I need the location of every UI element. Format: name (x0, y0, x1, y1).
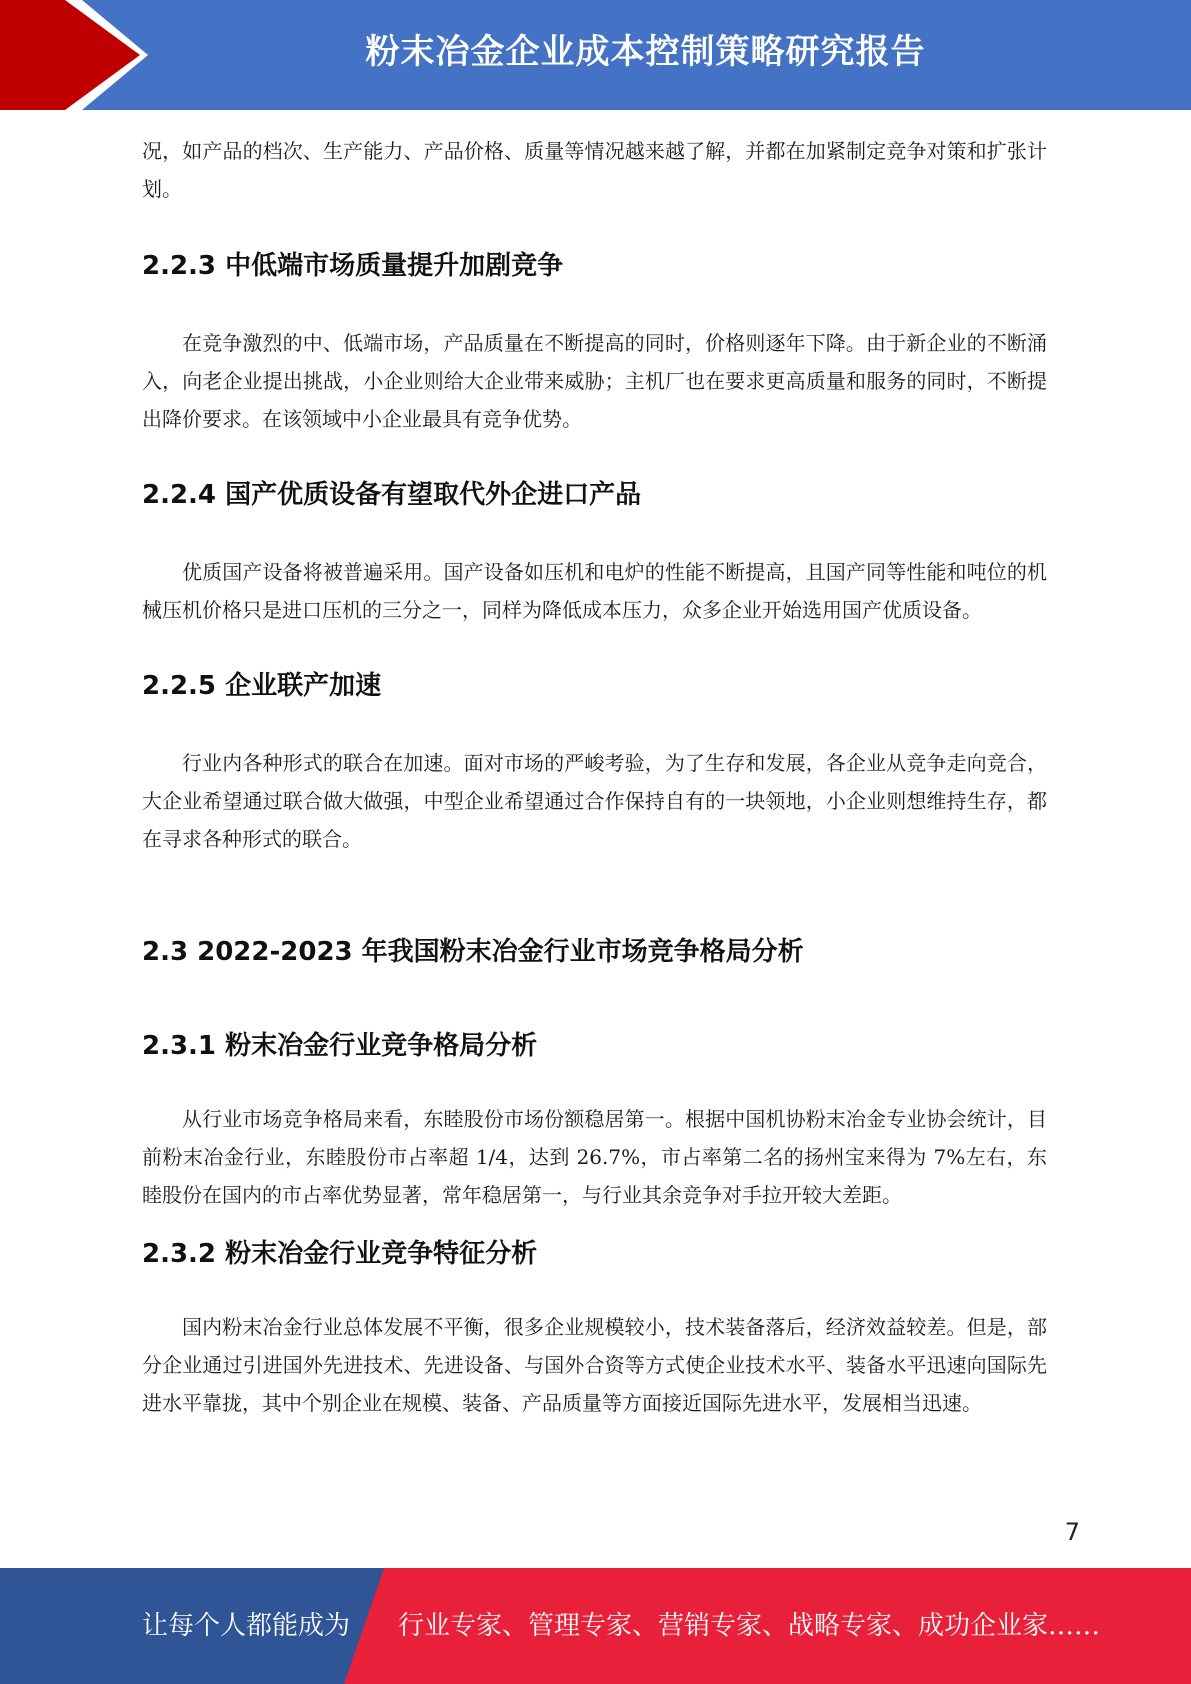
paragraph-2-3-1: 从行业市场竞争格局来看，东睦股份市场份额稳居第一。根据中国机协粉末冶金专业协会统计，目前粉末冶金行业，东睦股份市占率超 1/4，达到 26.7%，市占率第二名的扬州宝来得为 7%左右，东睦股份在国内的市占率优势显著，常年稳居第一，与行业其余竞争对手拉开较大差距。 (142, 1107, 1047, 1207)
paragraph-2-2-5: 行业内各种形式的联合在加速。面对市场的严峻考验，为了生存和发展，各企业从竞争走向竞合，大企业希望通过联合做大做强，中型企业希望通过合作保持自有的一块领地，小企业则想维持生存，都在寻求各种形式的联合。 (142, 751, 1047, 851)
page-content (142, 132, 1047, 1422)
document-title: 粉末冶金企业成本控制策略研究报告 (365, 32, 926, 72)
heading-2-3-1: 2.3.1 粉末冶金行业竞争格局分析 (142, 1031, 538, 1061)
page-number: 7 (1064, 1518, 1080, 1546)
header-red-arrow (0, 0, 145, 110)
page-footer (0, 1568, 1191, 1684)
page-header (0, 0, 1191, 110)
heading-2-2-3: 2.2.3 中低端市场质量提升加剧竞争 (142, 251, 564, 281)
heading-2-2-5: 2.2.5 企业联产加速 (142, 671, 382, 701)
heading-2-3-2: 2.3.2 粉末冶金行业竞争特征分析 (142, 1239, 538, 1269)
paragraph-2-2-4: 优质国产设备将被普遍采用。国产设备如压机和电炉的性能不断提高，且国产同等性能和吨位的机械压机价格只是进口压机的三分之一，同样为降低成本压力，众多企业开始选用国产优质设备。 (142, 560, 1047, 622)
paragraph-2-3-2: 国内粉末冶金行业总体发展不平衡，很多企业规模较小，技术装备落后，经济效益较差。但是，部分企业通过引进国外先进技术、先进设备、与国外合资等方式使企业技术水平、装备水平迅速向国际先进水平靠拢，其中个别企业在规模、装备、产品质量等方面接近国际先进水平，发展相当迅速。 (142, 1315, 1047, 1415)
heading-2-3: 2.3 2022-2023 年我国粉末冶金行业市场竞争格局分析 (142, 937, 804, 967)
intro-paragraph: 况，如产品的档次、生产能力、产品价格、质量等情况越来越了解，并都在加紧制定竞争对策和扩张计划。 (142, 139, 1047, 201)
footer-slogan-left: 让每个人都能成为 (142, 1611, 351, 1641)
footer-slogan-right: 行业专家、管理专家、营销专家、战略专家、成功企业家…… (398, 1611, 1101, 1641)
heading-2-2-4: 2.2.4 国产优质设备有望取代外企进口产品 (142, 480, 642, 510)
paragraph-2-2-3: 在竞争激烈的中、低端市场，产品质量在不断提高的同时，价格则逐年下降。由于新企业的不断涌入，向老企业提出挑战，小企业则给大企业带来威胁；主机厂也在要求更高质量和服务的同时，不断提出降价要求。在该领域中小企业最具有竞争优势。 (142, 331, 1047, 431)
